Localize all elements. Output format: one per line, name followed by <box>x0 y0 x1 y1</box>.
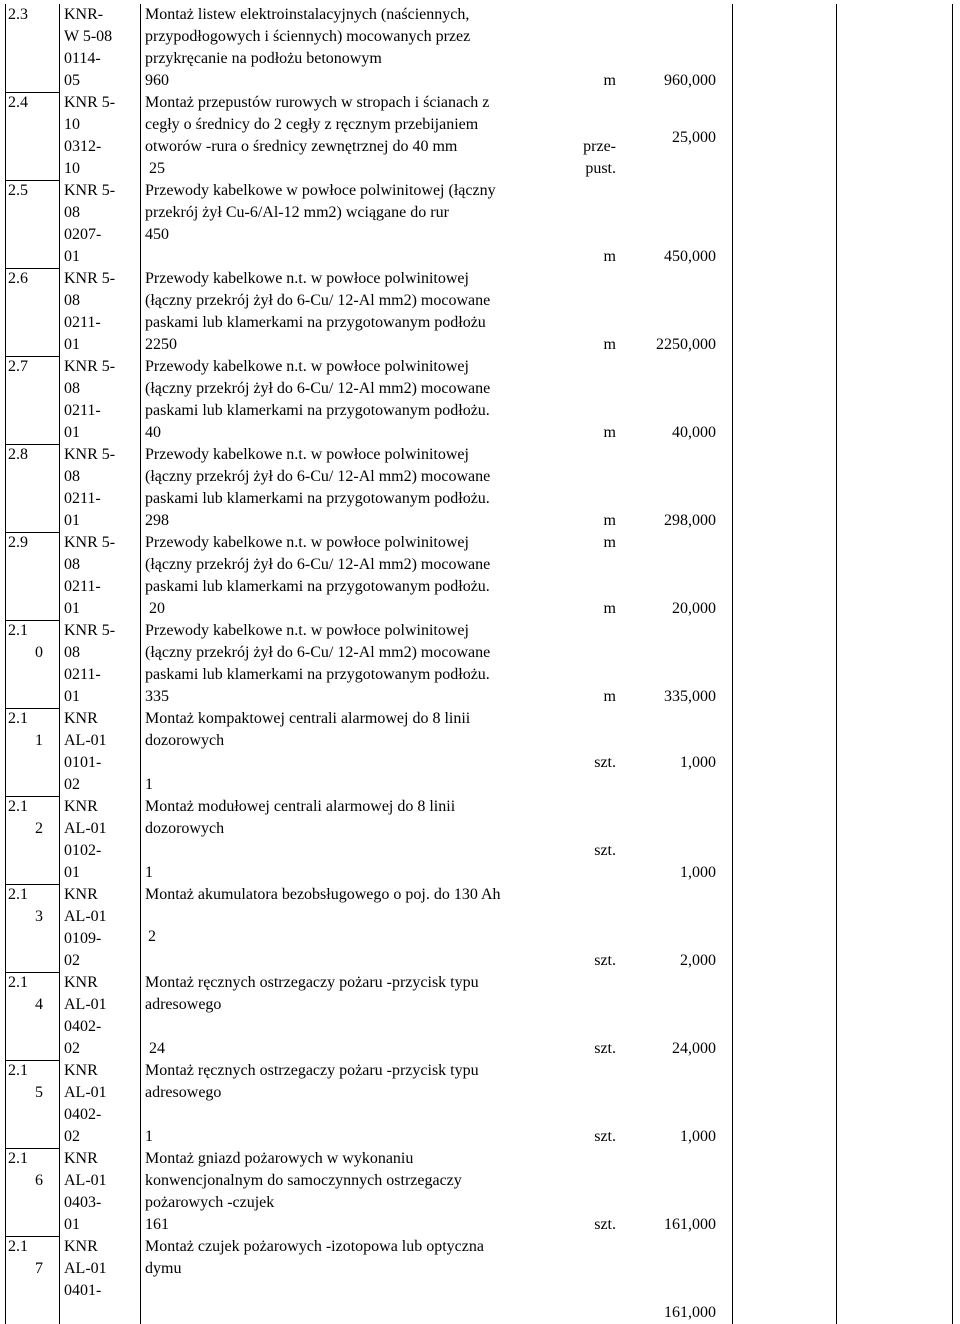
unit: pust. <box>585 160 616 177</box>
knr-code: KNR 5- <box>64 182 116 199</box>
item-number: 2.1 <box>8 886 28 903</box>
knr-code: AL-01 <box>64 996 107 1013</box>
knr-code: 08 <box>64 556 80 573</box>
quantity: 2250,000 <box>656 336 716 353</box>
knr-code: KNR 5- <box>64 534 116 551</box>
work-description: 1 <box>145 1128 153 1145</box>
work-description: 1 <box>145 776 153 793</box>
knr-code: 0402- <box>64 1018 102 1035</box>
unit: m <box>603 72 616 89</box>
work-description: 40 <box>145 424 161 441</box>
quantity: 298,000 <box>664 512 716 529</box>
work-description: przypodłogowych i ściennych) mocowanych przez <box>145 28 471 45</box>
knr-code: KNR <box>64 1150 98 1167</box>
knr-code: 0401- <box>64 1282 102 1299</box>
work-description: Przewody kabelkowe n.t. w powłoce polwinitowej <box>145 446 469 463</box>
work-description: 25 <box>145 160 165 177</box>
item-number: 0 <box>35 644 43 661</box>
work-description: dozorowych <box>145 820 225 837</box>
knr-code: 0109- <box>64 930 102 947</box>
knr-code: KNR <box>64 798 98 815</box>
item-number: 2.1 <box>8 710 28 727</box>
work-description: otworów -rura o średnicy zewnętrznej do 40 mm <box>145 138 458 155</box>
knr-code: KNR <box>64 1238 98 1255</box>
knr-code: AL-01 <box>64 1084 107 1101</box>
item-number: 2.5 <box>8 182 28 199</box>
knr-code: KNR 5- <box>64 622 116 639</box>
quantity: 25,000 <box>672 129 716 147</box>
knr-code: W 5-08 <box>64 28 113 45</box>
work-description: dymu <box>145 1260 182 1277</box>
knr-code: 0211- <box>64 578 101 595</box>
knr-code: 01 <box>64 336 80 353</box>
knr-code: 10 <box>64 116 80 133</box>
item-number: 2.9 <box>8 534 28 551</box>
knr-code: 08 <box>64 468 80 485</box>
item-number: 2.1 <box>8 622 28 639</box>
item-number: 2.3 <box>8 6 28 23</box>
unit: prze- <box>583 138 616 155</box>
work-description: Montaż gniazd pożarowych w wykonaniu <box>145 1150 414 1167</box>
knr-code: 01 <box>64 424 80 441</box>
work-description: Przewody kabelkowe n.t. w powłoce polwinitowej <box>145 622 469 639</box>
work-description: Montaż kompaktowej centrali alarmowej do 8 linii <box>145 710 471 727</box>
item-number: 2.1 <box>8 974 28 991</box>
knr-code: 02 <box>64 776 80 793</box>
item-number: 2.1 <box>8 1238 28 1255</box>
knr-code: 01 <box>64 1216 80 1233</box>
quantity: 335,000 <box>664 688 716 705</box>
knr-code: 0211- <box>64 314 101 331</box>
knr-code: 01 <box>64 600 80 617</box>
unit: m <box>603 336 616 353</box>
item-number: 2.8 <box>8 446 28 463</box>
knr-code: KNR 5- <box>64 94 116 111</box>
knr-code: 0312- <box>64 138 102 155</box>
item-number: 1 <box>35 732 43 749</box>
knr-code: AL-01 <box>64 732 107 749</box>
work-description: 335 <box>145 688 169 705</box>
unit: m <box>603 534 616 551</box>
quantity: 1,000 <box>680 1128 716 1145</box>
knr-code: 0402- <box>64 1106 102 1123</box>
item-number: 6 <box>35 1172 43 1189</box>
knr-code: KNR <box>64 710 98 727</box>
knr-code: 01 <box>64 864 80 881</box>
column-border <box>836 4 837 1324</box>
work-description: (łączny przekrój żył do 6-Cu/ 12-Al mm2) mocowane <box>145 556 491 573</box>
knr-code: AL-01 <box>64 820 107 837</box>
work-description: (łączny przekrój żył do 6-Cu/ 12-Al mm2) mocowane <box>145 380 491 397</box>
knr-code: 10 <box>64 160 80 177</box>
quantity: 24,000 <box>672 1040 716 1057</box>
work-description: 450 <box>145 226 169 243</box>
knr-code: AL-01 <box>64 1172 107 1189</box>
quantity: 1,000 <box>680 754 716 771</box>
quantity: 20,000 <box>672 600 716 617</box>
item-number: 2.1 <box>8 798 28 815</box>
knr-code: KNR 5- <box>64 446 116 463</box>
work-description: adresowego <box>145 996 222 1013</box>
work-description: (łączny przekrój żył do 6-Cu/ 12-Al mm2) mocowane <box>145 644 491 661</box>
knr-code: KNR 5- <box>64 270 116 287</box>
quantity: 450,000 <box>664 248 716 265</box>
unit: szt. <box>594 842 616 859</box>
unit: szt. <box>594 1040 616 1057</box>
knr-code: 05 <box>64 72 80 89</box>
work-description: paskami lub klamerkami na przygotowanym podłożu. <box>145 666 490 683</box>
unit: m <box>603 424 616 441</box>
unit: m <box>603 688 616 705</box>
knr-code: 0101- <box>64 754 102 771</box>
column-border <box>952 4 953 1324</box>
knr-code: 0211- <box>64 490 101 507</box>
item-number: 2.1 <box>8 1150 28 1167</box>
item-number: 4 <box>35 996 43 1013</box>
knr-code: 02 <box>64 1128 80 1145</box>
unit: szt. <box>594 1216 616 1233</box>
unit: szt. <box>594 754 616 771</box>
knr-code: KNR <box>64 1062 98 1079</box>
work-description: 24 <box>145 1040 165 1057</box>
work-description: Montaż ręcznych ostrzegaczy pożaru -przycisk typu <box>145 1062 479 1079</box>
quantity: 2,000 <box>680 952 716 969</box>
item-number: 5 <box>35 1084 43 1101</box>
knr-code: 0211- <box>64 666 101 683</box>
quantity: 161,000 <box>664 1216 716 1233</box>
work-description: 2250 <box>145 336 177 353</box>
knr-code: 01 <box>64 688 80 705</box>
knr-code: 0211- <box>64 402 101 419</box>
quantity-note: 2 <box>148 927 156 945</box>
unit: m <box>603 248 616 265</box>
column-border <box>140 4 141 1324</box>
work-description: paskami lub klamerkami na przygotowanym podłożu <box>145 314 486 331</box>
work-description: Montaż modułowej centrali alarmowej do 8 linii <box>145 798 456 815</box>
work-description: Montaż ręcznych ostrzegaczy pożaru -przycisk typu <box>145 974 479 991</box>
quantity: 40,000 <box>672 424 716 441</box>
work-description: dozorowych <box>145 732 225 749</box>
item-number: 3 <box>35 908 43 925</box>
item-number: 2.7 <box>8 358 28 375</box>
knr-code: 0114- <box>64 50 101 67</box>
knr-code: KNR <box>64 886 98 903</box>
knr-code: 08 <box>64 292 80 309</box>
item-number: 2 <box>35 820 43 837</box>
work-description: Przewody kabelkowe n.t. w powłoce polwinitowej <box>145 358 469 375</box>
knr-code: 0207- <box>64 226 102 243</box>
unit: m <box>603 600 616 617</box>
quantity: 960,000 <box>664 72 716 89</box>
column-border <box>59 4 60 1324</box>
work-description: konwencjonalnym do samoczynnych ostrzegaczy <box>145 1172 462 1189</box>
work-description: Montaż czujek pożarowych -izotopowa lub optyczna <box>145 1238 484 1255</box>
knr-code: 08 <box>64 644 80 661</box>
work-description: Montaż akumulatora bezobsługowego o poj. do 130 Ah <box>145 886 501 903</box>
column-border <box>5 4 6 1324</box>
knr-code: 08 <box>64 380 80 397</box>
knr-code: KNR- <box>64 6 104 23</box>
quantity: 161,000 <box>664 1304 716 1321</box>
work-description: adresowego <box>145 1084 222 1101</box>
unit: szt. <box>594 952 616 969</box>
knr-code: AL-01 <box>64 908 107 925</box>
work-description: Przewody kabelkowe w powłoce polwinitowej (łączny <box>145 182 496 199</box>
work-description: cegły o średnicy do 2 cegły z ręcznym przebijaniem <box>145 116 479 133</box>
item-number: 7 <box>35 1260 43 1277</box>
work-description: Montaż przepustów rurowych w stropach i ścianach z <box>145 94 490 111</box>
knr-code: 0403- <box>64 1194 102 1211</box>
work-description: (łączny przekrój żył do 6-Cu/ 12-Al mm2) mocowane <box>145 468 491 485</box>
knr-code: 01 <box>64 512 80 529</box>
knr-code: 08 <box>64 204 80 221</box>
work-description: paskami lub klamerkami na przygotowanym podłożu. <box>145 578 490 595</box>
column-border <box>732 4 733 1324</box>
item-number: 2.1 <box>8 1062 28 1079</box>
item-number: 2.4 <box>8 94 28 111</box>
knr-code: 01 <box>64 248 80 265</box>
knr-code: 02 <box>64 952 80 969</box>
work-description: 1 <box>145 864 153 881</box>
work-description: Montaż listew elektroinstalacyjnych (naściennych, <box>145 6 470 23</box>
work-description: 20 <box>145 600 165 617</box>
work-description: 960 <box>145 72 169 89</box>
work-description: paskami lub klamerkami na przygotowanym podłożu. <box>145 402 490 419</box>
knr-code: AL-01 <box>64 1260 107 1277</box>
knr-code: KNR 5- <box>64 358 116 375</box>
unit: m <box>603 512 616 529</box>
work-description: 298 <box>145 512 169 529</box>
work-description: 161 <box>145 1216 169 1233</box>
unit: szt. <box>594 1128 616 1145</box>
work-description: Przewody kabelkowe n.t. w powłoce polwinitowej <box>145 534 469 551</box>
knr-code: KNR <box>64 974 98 991</box>
work-description: przykręcanie na podłożu betonowym <box>145 50 382 67</box>
work-description: Przewody kabelkowe n.t. w powłoce polwinitowej <box>145 270 469 287</box>
quantity: 1,000 <box>680 864 716 881</box>
work-description: (łączny przekrój żył do 6-Cu/ 12-Al mm2) mocowane <box>145 292 491 309</box>
work-description: przekrój żył Cu-6/Al-12 mm2) wciągane do rur <box>145 204 449 221</box>
knr-code: 02 <box>64 1040 80 1057</box>
work-description: paskami lub klamerkami na przygotowanym podłożu. <box>145 490 490 507</box>
knr-code: 0102- <box>64 842 102 859</box>
work-description: pożarowych -czujek <box>145 1194 275 1211</box>
item-number: 2.6 <box>8 270 28 287</box>
